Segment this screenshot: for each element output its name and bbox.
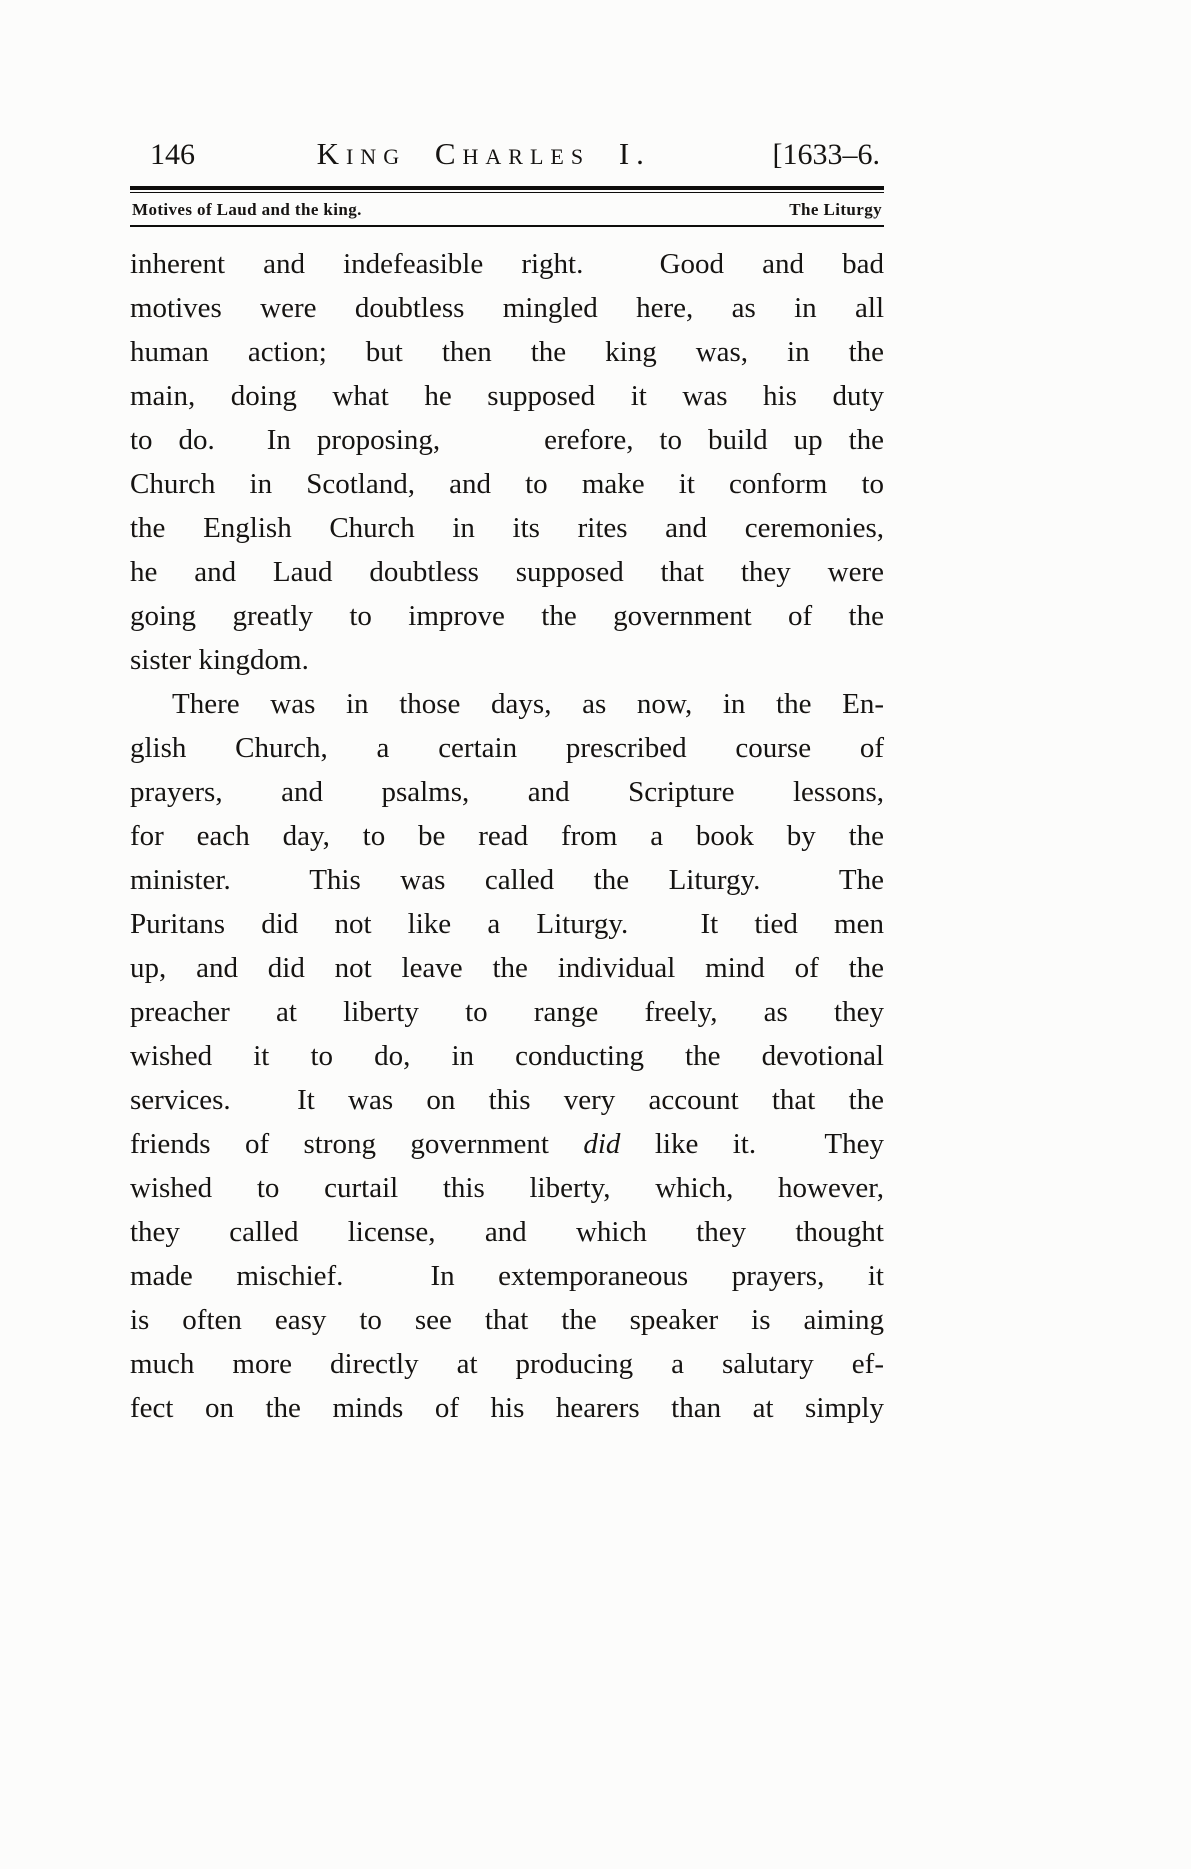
text-line: glish Church, a certain prescribed course of: [130, 732, 884, 764]
page-number: 146: [150, 138, 195, 171]
text-line: made mischief. In extemporaneous prayers, it: [130, 1260, 884, 1292]
thin-rule-divider: [130, 225, 884, 227]
text-line: Church in Scotland, and to make it conform to: [130, 468, 884, 500]
double-rule-divider: [130, 186, 884, 193]
text-line: wished to curtail this liberty, which, however,: [130, 1172, 884, 1204]
text-line: to do. In proposing, erefore, to build up the: [130, 424, 884, 456]
text-line: main, doing what he supposed it was his duty: [130, 380, 884, 412]
text-line: human action; but then the king was, in the: [130, 336, 884, 368]
text-line: the English Church in its rites and ceremonies,: [130, 512, 884, 544]
text-line: is often easy to see that the speaker is aiming: [130, 1304, 884, 1336]
text-line: they called license, and which they thought: [130, 1216, 884, 1248]
text-line: for each day, to be read from a book by the: [130, 820, 884, 852]
text-line: motives were doubtless mingled here, as in all: [130, 292, 884, 324]
text-line: going greatly to improve the government of the: [130, 600, 884, 632]
page-date: [1633–6.: [772, 138, 880, 171]
text-line: inherent and indefeasible right. Good and bad: [130, 248, 884, 280]
text-line: much more directly at producing a salutary ef-: [130, 1348, 884, 1380]
text-line: prayers, and psalms, and Scripture lessons,: [130, 776, 884, 808]
text-line: sister kingdom.: [130, 644, 309, 676]
text-line: up, and did not leave the individual mind of the: [130, 952, 884, 984]
page-title: King Charles I.: [316, 136, 651, 171]
text-line: services. It was on this very account that the: [130, 1084, 884, 1116]
text-line: fect on the minds of his hearers than at simply: [130, 1392, 884, 1424]
text-line: he and Laud doubtless supposed that they were: [130, 556, 884, 588]
running-head-left: Motives of Laud and the king.: [132, 200, 362, 219]
running-heads: [130, 193, 884, 225]
page-content: [130, 136, 884, 1430]
text-line: minister. This was called the Liturgy. The: [130, 864, 884, 896]
running-head-right: The Liturgy: [789, 200, 882, 219]
text-line: friends of strong government did like it. They: [130, 1128, 884, 1160]
text-line: wished it to do, in conducting the devotional: [130, 1040, 884, 1072]
text-line: preacher at liberty to range freely, as they: [130, 996, 884, 1028]
body-text: [130, 242, 884, 1430]
text-line: There was in those days, as now, in the En-: [172, 688, 884, 720]
text-line: Puritans did not like a Liturgy. It tied men: [130, 908, 884, 940]
page-header: [130, 136, 884, 172]
